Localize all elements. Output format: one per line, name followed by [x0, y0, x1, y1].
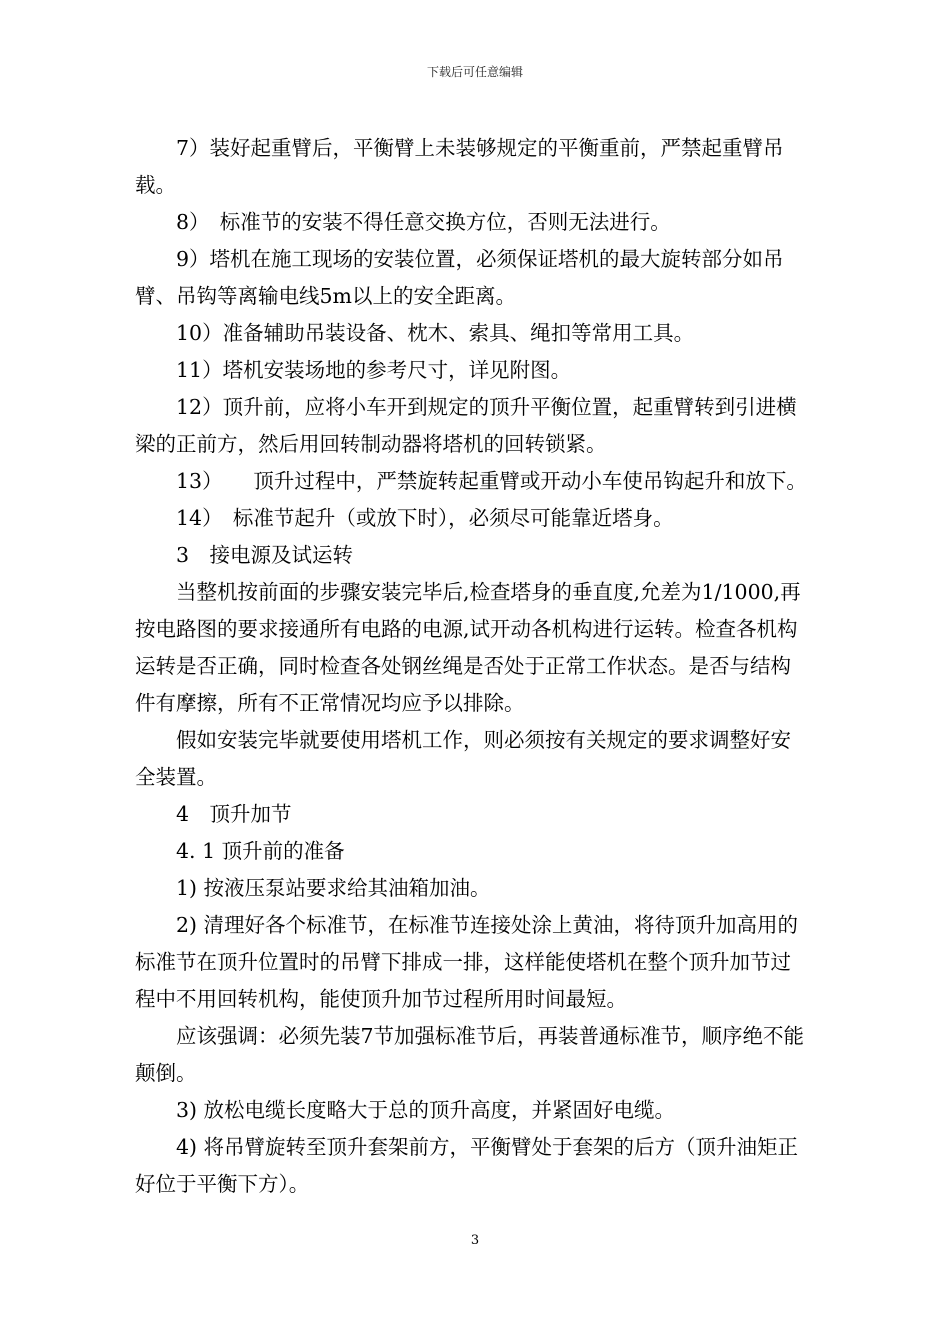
paragraph-emphasis: 应该强调：必须先装7节加强标准节后，再装普通标准节，顺序绝不能颠倒。 [135, 1024, 805, 1085]
section-heading-power: 3 接电源及试运转 [176, 543, 354, 567]
paragraph-item-10: 10）准备辅助吊装设备、枕木、索具、绳扣等常用工具。 [176, 321, 695, 345]
page-header: 下载后可任意编辑 [426, 65, 523, 79]
paragraph-item-14: 14） 标准节起升（或放下时），必须尽可能靠近塔身。 [176, 506, 674, 530]
paragraph-safety-device: 假如安装完毕就要使用塔机工作，则必须按有关规定的要求调整好安全装置。 [135, 728, 791, 789]
paragraph-item-11: 11）塔机安装场地的参考尺寸，详见附图。 [176, 358, 572, 382]
paragraph-item-13: 13） 顶升过程中，严禁旋转起重臂或开动小车使吊钩起升和放下。 [176, 469, 807, 493]
paragraph-item-12: 12）顶升前，应将小车开到规定的顶升平衡位置，起重臂转到引进横梁的正前方，然后用回转制动器将塔机的回转锁紧。 [135, 395, 797, 456]
paragraph-power-check: 当整机按前面的步骤安装完毕后,检查塔身的垂直度,允差为1/1000,再按电路图的要求接通所有电路的电源,试开动各机构进行运转。检查各机构运转是否正确，同时检查各处钢丝绳是否处于正常工作状态。是否与结构件有摩擦，所有不正常情况均应予以排除。 [135, 580, 801, 715]
paragraph-item-7: 7）装好起重臂后，平衡臂上未装够规定的平衡重前，严禁起重臂吊载。 [135, 136, 784, 197]
document-body [135, 130, 807, 1203]
paragraph-prep-1: 1) 按液压泵站要求给其油箱加油。 [176, 876, 491, 900]
paragraph-item-9: 9）塔机在施工现场的安装位置，必须保证塔机的最大旋转部分如吊臂、吊钩等离输电线5m以上的安全距离。 [135, 247, 784, 308]
paragraph-prep-2: 2) 清理好各个标准节，在标准节连接处涂上黄油，将待顶升加高用的标准节在顶升位置时的吊臂下排成一排，这样能使塔机在整个顶升加节过程中不用回转机构，能使顶升加节过程所用时间最短。 [135, 913, 799, 1011]
section-heading-jacking: 4 顶升加节 [176, 802, 292, 826]
page-number: 3 [470, 1233, 480, 1248]
paragraph-item-8: 8） 标准节的安装不得任意交换方位，否则无法进行。 [176, 210, 671, 234]
paragraph-prep-4: 4) 将吊臂旋转至顶升套架前方，平衡臂处于套架的后方（顶升油矩正好位于平衡下方）。 [135, 1135, 799, 1196]
subsection-heading-preparation: 4. 1 顶升前的准备 [176, 839, 345, 863]
paragraph-prep-3: 3) 放松电缆长度略大于总的顶升高度，并紧固好电缆。 [176, 1098, 676, 1122]
